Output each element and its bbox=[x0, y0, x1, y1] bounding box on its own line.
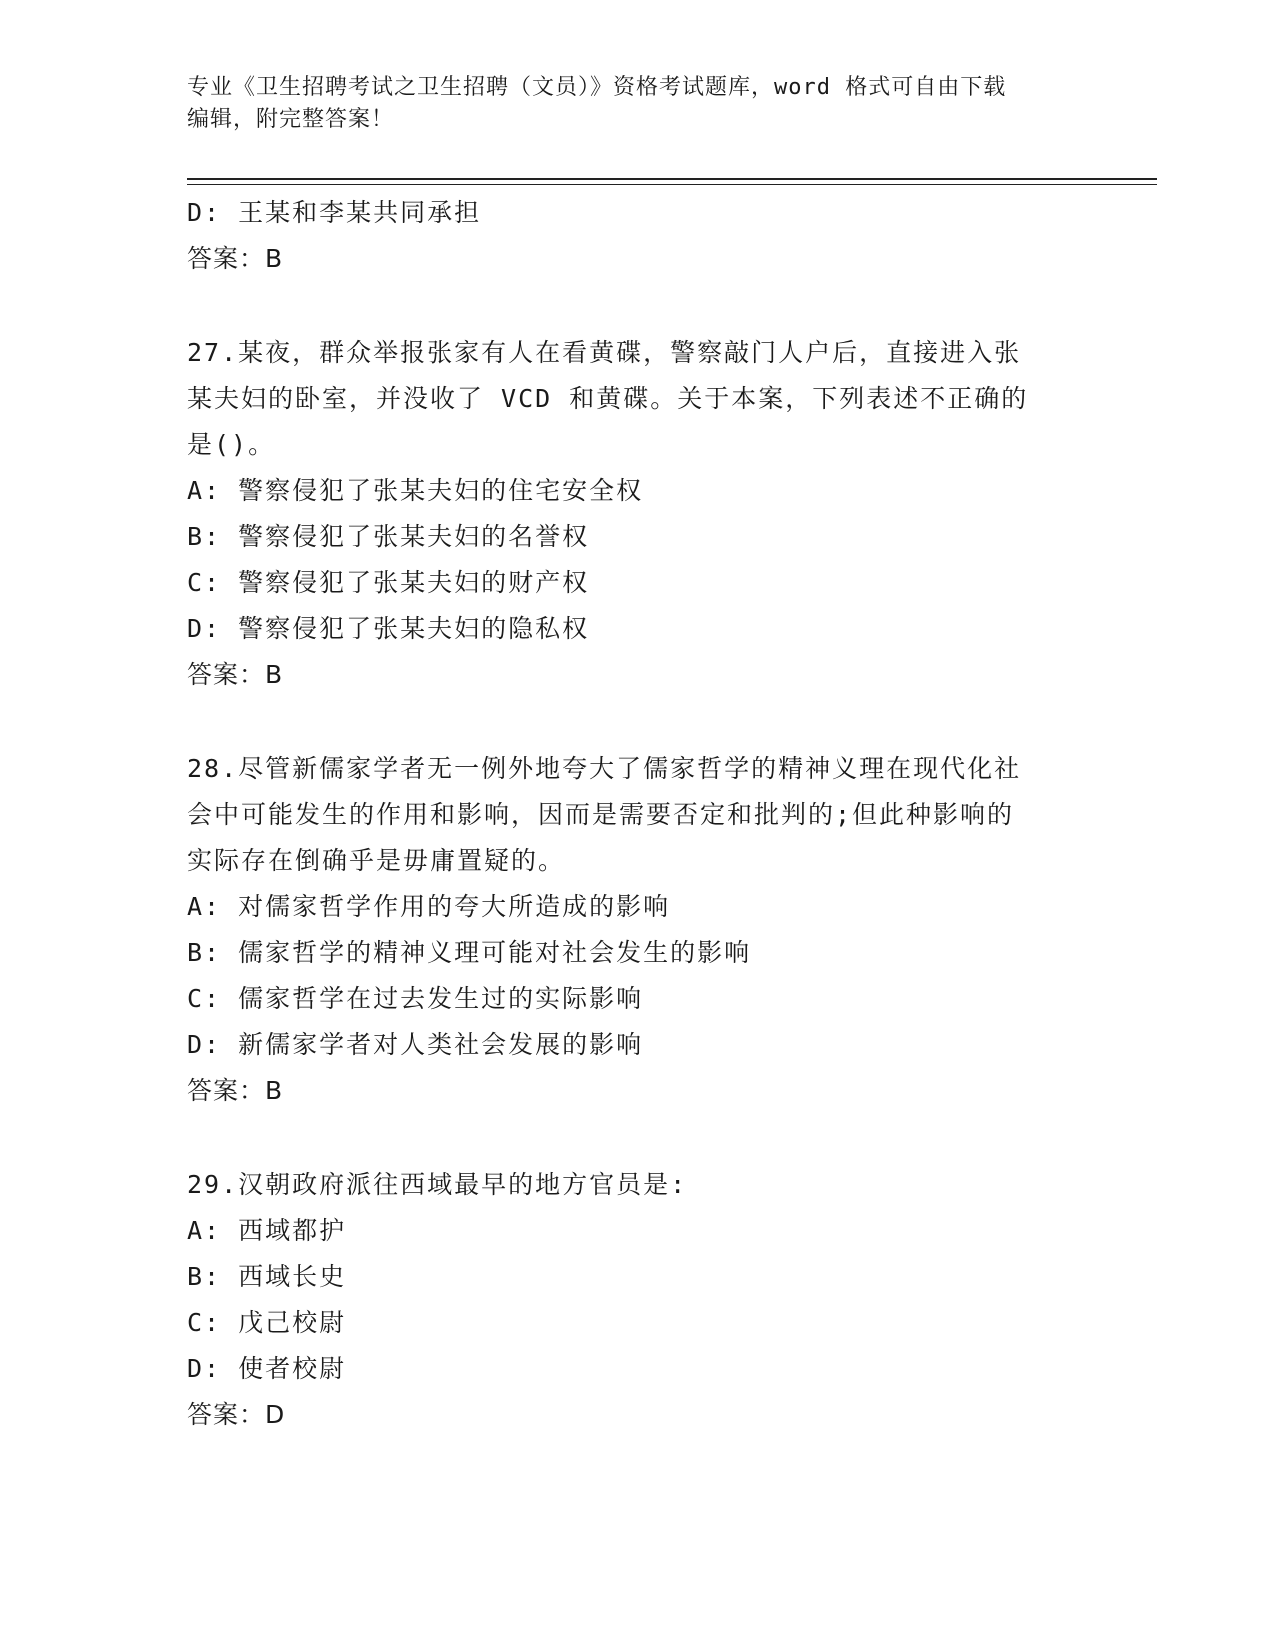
answer-text: 答案：B bbox=[187, 660, 284, 689]
header-line-1: 专业《卫生招聘考试之卫生招聘（文员）》资格考试题库，word 格式可自由下载 bbox=[187, 75, 1007, 100]
question-28 bbox=[187, 746, 1087, 1114]
question-stem-line: 29.汉朝政府派往西域最早的地方官员是: bbox=[187, 1170, 688, 1199]
option-d: D: 警察侵犯了张某夫妇的隐私权 bbox=[187, 614, 590, 643]
option-d: D: 新儒家学者对人类社会发展的影响 bbox=[187, 1030, 644, 1059]
header-divider-thick bbox=[187, 178, 1157, 180]
question-stem-line: 某夫妇的卧室，并没收了 VCD 和黄碟。关于本案，下列表述不正确的 bbox=[187, 384, 1029, 413]
option-b: B: 警察侵犯了张某夫妇的名誉权 bbox=[187, 522, 590, 551]
option-a: A: 对儒家哲学作用的夸大所造成的影响 bbox=[187, 892, 671, 921]
question-content bbox=[187, 190, 1087, 1438]
answer-text: 答案：D bbox=[187, 1400, 286, 1429]
question-stem-line: 是()。 bbox=[187, 430, 276, 459]
option-c: C: 警察侵犯了张某夫妇的财产权 bbox=[187, 568, 590, 597]
header-line-2: 编辑，附完整答案！ bbox=[187, 107, 395, 132]
question-stem-line: 实际存在倒确乎是毋庸置疑的。 bbox=[187, 846, 566, 875]
option-a: A: 西域都护 bbox=[187, 1216, 347, 1245]
option-c: C: 儒家哲学在过去发生过的实际影响 bbox=[187, 984, 644, 1013]
prev-option-d: D: 王某和李某共同承担 bbox=[187, 198, 482, 227]
option-b: B: 西域长史 bbox=[187, 1262, 347, 1291]
prev-answer: 答案：B bbox=[187, 244, 284, 273]
spacer bbox=[187, 282, 1087, 330]
option-c: C: 戊己校尉 bbox=[187, 1308, 347, 1337]
question-stem-line: 会中可能发生的作用和影响，因而是需要否定和批判的;但此种影响的 bbox=[187, 800, 1015, 829]
option-b: B: 儒家哲学的精神义理可能对社会发生的影响 bbox=[187, 938, 752, 967]
question-stem-line: 27.某夜，群众举报张家有人在看黄碟，警察敲门人户后，直接进入张 bbox=[187, 338, 1022, 367]
question-27 bbox=[187, 330, 1087, 698]
option-d: D: 使者校尉 bbox=[187, 1354, 347, 1383]
document-header bbox=[187, 72, 1067, 136]
spacer bbox=[187, 1114, 1087, 1162]
spacer bbox=[187, 698, 1087, 746]
header-divider-thin bbox=[187, 184, 1157, 185]
question-29 bbox=[187, 1162, 1087, 1438]
answer-text: 答案：B bbox=[187, 1076, 284, 1105]
option-a: A: 警察侵犯了张某夫妇的住宅安全权 bbox=[187, 476, 644, 505]
question-stem-line: 28.尽管新儒家学者无一例外地夸大了儒家哲学的精神义理在现代化社 bbox=[187, 754, 1022, 783]
